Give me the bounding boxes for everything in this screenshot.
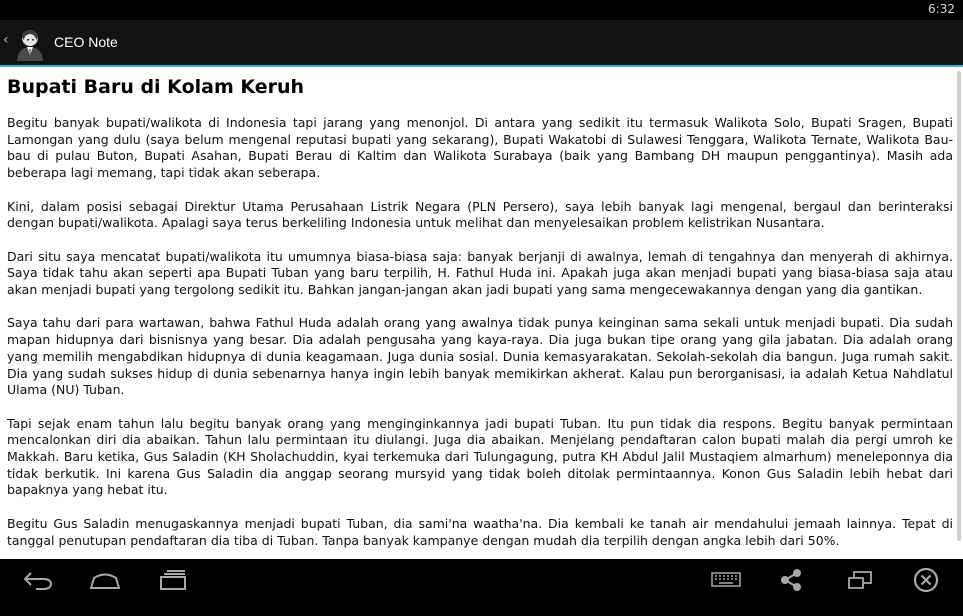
keyboard-icon [711,572,741,588]
share-button[interactable] [771,565,811,595]
status-bar [0,0,963,20]
home-icon [88,570,122,590]
ceo-avatar-icon[interactable] [12,25,48,61]
close-circle-icon [913,567,939,593]
scroll-indicator[interactable] [957,71,961,541]
navigation-bar [0,559,963,602]
app-title: CEO Note [54,34,118,50]
article-paragraph: Dari situ saya mencatat bupati/walikota itu umumnya biasa-biasa saja: banyak berjanji di awalnya, lemah di tengahnya dan menyerah di akhirnya. Saya tidak tahu akan seperti apa Bupati Tuban yang baru terpilih, H. Fathul Huda ini. Apakah juga akan menjadi bupati yang biasa-biasa saja atau akan menjadi bupati yang tergolong sedikit itu. Bahkan jangan-jangan akan jadi bupati yang sama mengecewakannya dengan yang dia gantikan. [7,248,953,297]
share-icon [780,569,802,591]
action-bar [0,20,963,65]
article-paragraph: Kini, dalam posisi sebagai Direktur Utama Perusahaan Listrik Negara (PLN Persero), saya lebih banyak lagi mengenal, bergaul dan berinteraksi dengan bupati/walikota. Apalagi saya terus berkeliling Indonesia untuk melihat dan menyelesaikan problem kelistrikan Nusantara. [7,198,953,231]
article-content[interactable] [0,67,963,559]
window-icon [847,570,873,590]
up-caret-icon[interactable]: ‹ [3,32,9,48]
article-title: Bupati Baru di Kolam Keruh [7,76,305,98]
keyboard-button[interactable] [706,565,746,595]
article-paragraph: Saya tahu dari para wartawan, bahwa Fathul Huda adalah orang yang awalnya tidak punya keinginan sama sekali untuk menjadi bupati. Dia sudah mapan hidupnya dari bisnisnya yang besar. Dia adalah pengusaha yang kaya-raya. Dia juga bukan tipe orang yang gila jabatan. Dia adalah orang yang memilih mengabdikan hidupnya di dunia keagamaan. Juga dunia sosial. Dunia kemasyarakatan. Sekolah-sekolah dia bangun. Juga rumah sakit. Dia yang sudah sukses hidup di dunia sebenarnya hanya ingin lebih banyak memikirkan akherat. Kalau pun berorganisasi, ia adalah Ketua Nahdlatul Ulama (NU) Tuban. [7,315,953,398]
back-button[interactable] [18,565,58,595]
back-icon [22,570,54,590]
article-body [7,115,953,616]
home-button[interactable] [85,565,125,595]
status-time: 6:32 [928,2,955,16]
recent-apps-button[interactable] [152,565,192,595]
article-paragraph: Begitu banyak bupati/walikota di Indonesia tapi jarang yang menonjol. Di antara yang sedikit itu termasuk Walikota Solo, Bupati Sragen, Bupati Lamongan yang dulu (saya belum mengenal reputasi bupati yang sekarang), Bupati Wakatobi di Sulawesi Tenggara, Walikota Ternate, Walikota Bau-bau di pulau Buton, Bupati Asahan, Bupati Berau di Kaltim dan Walikota Surabaya (baik yang Bambang DH maupun penggantinya). Masih ada beberapa lagi memang, tapi tidak akan seberapa. [7,115,953,181]
article-paragraph: Tapi sejak enam tahun lalu begitu banyak orang yang menginginkannya jadi bupati Tuban. Itu pun tidak dia respons. Begitu banyak permintaan mencalonkan diri dia abaikan. Tahun lalu permintaan itu diulangi. Juga dia abaikan. Menjelang pendaftaran calon bupati malah dia pergi umroh ke Makkah. Baru ketika, Gus Saladin (KH Sholachuddin, kyai terkemuka dari Tulungagung, putra KH Abdul Jalil Mustaqiem almarhum) meneleponnya dia tidak berkutik. Ini karena Gus Saladin dia anggap seorang mursyid yang tidak boleh ditolak permintaannya. Konon Gus Saladin lebih hebat dari bapaknya yang hebat itu. [7,415,953,498]
recent-apps-icon [157,570,187,590]
close-button[interactable] [906,565,946,595]
window-button[interactable] [840,565,880,595]
article-paragraph: Begitu Gus Saladin menugaskannya menjadi bupati Tuban, dia sami'na waatha'na. Dia kembali ke tanah air mendahului jemaah lainnya. Tepat di tanggal penutupan pendaftaran dia tiba di Tuban. Tanpa banyak kampanye dengan mudah dia terpilih dengan angka lebih dari 50%. [7,515,953,548]
